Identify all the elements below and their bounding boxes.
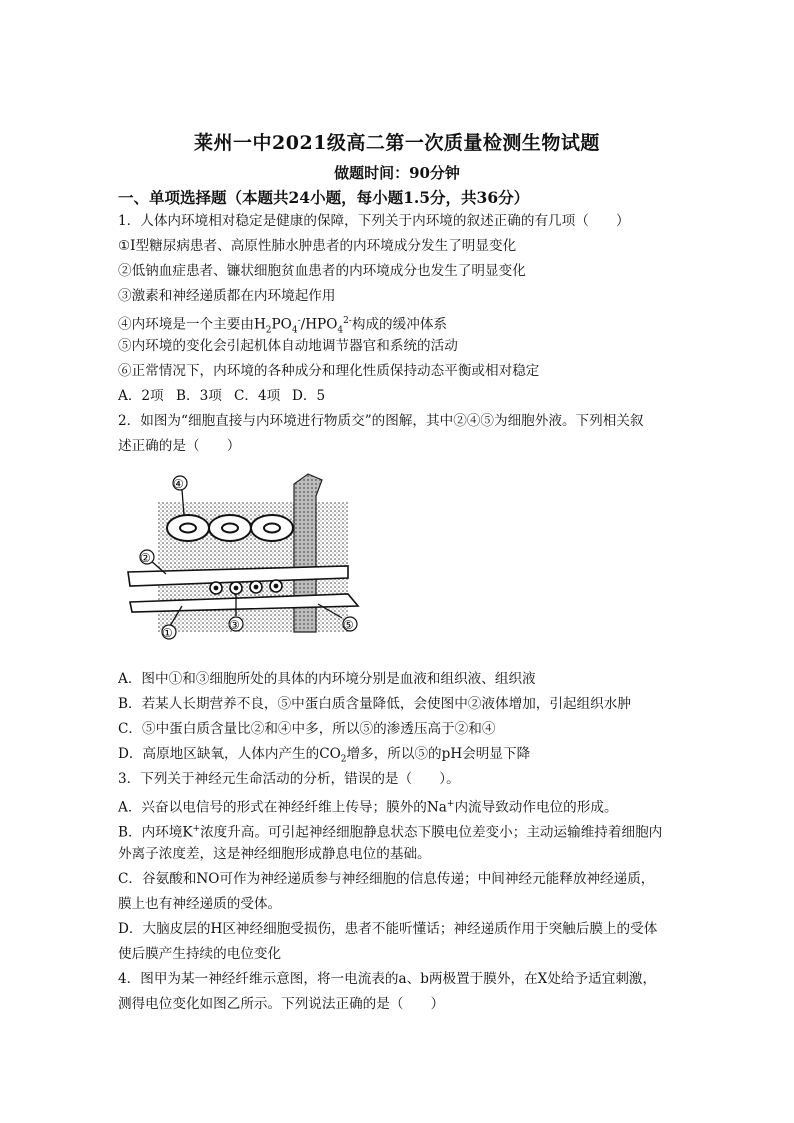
- q1-option-b: B．3项: [176, 388, 222, 404]
- q3-a-pre: A．兴奋以电信号的形式在神经纤维上传导；膜外的Na: [118, 799, 447, 816]
- q1-s4-f2sup: -: [297, 316, 301, 326]
- q1-statement-5: ⑤内环境的变化会引起机体自动地调节器官和系统的活动: [118, 338, 458, 354]
- q1-s4-post: 构成的缓冲体系: [351, 316, 448, 333]
- q2-option-a: A．图中①和③细胞所处的具体的内环境分别是血液和组织液、组织液: [118, 671, 536, 687]
- q1-options: [118, 387, 350, 405]
- tissue-fluid-diagram: [118, 466, 380, 644]
- q3-stem: 3．下列关于神经元生命活动的分析，错误的是（ ）。: [118, 771, 460, 787]
- q1-s4-f3sup: 2-: [343, 316, 352, 326]
- q1-s4-f3sub: 4: [337, 325, 344, 336]
- q2-d-post: 增多，所以⑤的pH会明显下降: [346, 746, 531, 762]
- q1-s4-f2sub: 4: [291, 325, 298, 336]
- q3-option-d-line2: 使后膜产生持续的电位变化: [118, 946, 282, 962]
- q1-option-a: A．2项: [118, 388, 164, 404]
- q1-statement-6: ⑥正常情况下，内环境的各种成分和理化性质保持动态平衡或相对稳定: [118, 363, 540, 379]
- q3-a-sup: +: [446, 799, 455, 809]
- q3-option-b-line2: 外离子浓度差，这是神经细胞形成静息电位的基础。: [118, 846, 431, 862]
- q3-option-a: [118, 795, 618, 817]
- page-title: 莱州一中2021级高二第一次质量检测生物试题: [194, 132, 600, 154]
- q3-option-c-line1: C．谷氨酸和NO可作为神经递质参与神经细胞的信息传递；中间神经元能释放神经递质，: [118, 871, 655, 887]
- q1-statement-1: ①Ⅰ型糖尿病患者、高原性肺水肿患者的内环境成分发生了明显变化: [118, 238, 517, 254]
- q1-s4-f1: H: [253, 316, 266, 333]
- q1-s4-f2: PO: [271, 316, 292, 333]
- q2-option-b: B．若某人长期营养不良，⑤中蛋白质含量降低，会使图中②液体增加，引起组织水肿: [118, 696, 631, 712]
- q1-statement-2: ②低钠血症患者、镰状细胞贫血患者的内环境成分也发生了明显变化: [118, 263, 526, 279]
- q2-stem-line2: 述正确的是（ ）: [118, 438, 241, 454]
- label-4: ④: [173, 477, 184, 491]
- section-heading: 一、单项选择题（本题共24小题，每小题1.5分，共36分）: [118, 188, 530, 207]
- q3-b-pre: B．内环境K: [118, 824, 193, 841]
- q3-option-d-line1: D．大脑皮层的H区神经细胞受损伤，患者不能听懂话；神经递质作用于突触后膜上的受体: [118, 921, 658, 937]
- q1-statement-3: ③激素和神经递质都在内环境起作用: [118, 288, 336, 304]
- q2-option-c: C．⑤中蛋白质含量比②和④中多，所以⑤的渗透压高于②和④: [118, 721, 496, 737]
- exam-duration: 做题时间：90分钟: [334, 164, 460, 182]
- q4-stem-line2: 测得电位变化如图乙所示。下列说法正确的是（ ）: [118, 996, 445, 1012]
- q2-option-d: [118, 745, 530, 769]
- label-1: ①: [162, 626, 173, 640]
- label-2: ②: [140, 551, 151, 565]
- label-5: ⑤: [343, 618, 354, 632]
- q3-option-b-line1: [118, 820, 662, 842]
- q3-option-c-line2: 膜上也有神经递质的受体。: [118, 896, 282, 912]
- tissue-cells: [167, 515, 293, 541]
- q1-s4-pre: ④内环境是一个主要由: [118, 316, 254, 333]
- q3-b-sup: +: [192, 824, 201, 834]
- q1-s4-f1sub: 2: [265, 325, 272, 336]
- q1-option-c: C．4项: [234, 388, 281, 404]
- label-3: ③: [229, 618, 240, 632]
- q1-statement-4: [118, 312, 447, 339]
- q1-s4-f3: /HPO: [300, 316, 338, 333]
- q3-a-post: 内流导致动作电位的形成。: [454, 799, 618, 816]
- q2-stem-line1: 2．如图为“细胞直接与内环境进行物质交”的图解，其中②④⑤为细胞外液。下列相关叙: [118, 413, 644, 429]
- q1-option-d: D．5: [292, 388, 326, 404]
- q3-b-post: 浓度升高。可引起神经细胞静息状态下膜电位差变小；主动运输维持着细胞内: [200, 824, 663, 841]
- q2-d-sub: 2: [340, 754, 347, 765]
- q4-stem-line1: 4．图甲为某一神经纤维示意图，将一电流表的a、b两极置于膜外，在X处给予适宜刺激，: [118, 971, 657, 987]
- q1-stem: 1．人体内环境相对稳定是健康的保障，下列关于内环境的叙述正确的有几项（ ）: [118, 213, 630, 229]
- q2-d-pre: D．高原地区缺氧，人体内产生的CO: [118, 746, 341, 762]
